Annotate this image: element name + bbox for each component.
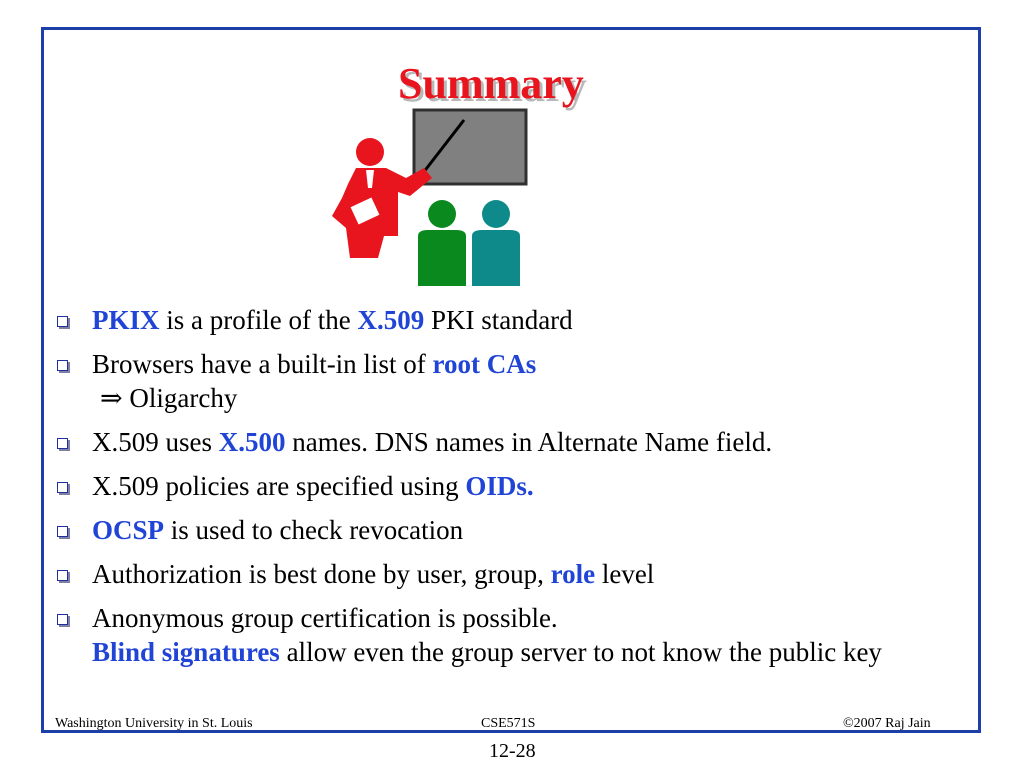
bullet-keyword: OCSP: [92, 515, 165, 545]
bullet-text: names. DNS names in Alternate Name field.: [285, 427, 773, 457]
footer-course: CSE571S: [481, 716, 536, 731]
checkbox-bullet-icon: [57, 526, 68, 537]
footer-institution: Washington University in St. Louis: [55, 716, 253, 731]
bullet-keyword: OIDs.: [465, 471, 534, 501]
bullet-item: [50, 469, 975, 503]
bullet-text: X.509 uses: [92, 427, 219, 457]
slide-title: Summary: [398, 59, 584, 108]
bullet-item: [50, 347, 975, 415]
checkbox-bullet-icon: [57, 438, 68, 449]
bullet-keyword: role: [550, 559, 596, 589]
page-number: 12-28: [489, 740, 536, 762]
bullet-item: [50, 557, 975, 591]
board-shape: [414, 110, 526, 184]
bullet-text: X.509 policies are specified using: [92, 471, 466, 501]
footer-copyright: ©2007 Raj Jain: [843, 716, 931, 731]
checkbox-bullet-icon: [57, 570, 68, 581]
listener-green-body: [418, 230, 466, 286]
bullet-text: Browsers have a built-in list of: [92, 349, 433, 379]
presenter-clipart: [328, 108, 528, 286]
bullet-subline: ⇒ Oligarchy: [100, 383, 238, 413]
bullet-keyword: Blind signatures: [92, 637, 280, 667]
bullet-text: level: [595, 559, 655, 589]
bullet-item: [50, 425, 975, 459]
bullet-item: [50, 303, 975, 337]
bullet-text: allow even the group server to not know the public key: [279, 637, 882, 667]
bullet-keyword: X.509: [357, 305, 425, 335]
presenter-body: [332, 168, 432, 258]
listener-teal-head: [482, 200, 510, 228]
bullet-text: is used to check revocation: [164, 515, 464, 545]
listener-green-head: [428, 200, 456, 228]
bullet-item: [50, 601, 975, 669]
bullet-text: PKI standard: [424, 305, 573, 335]
bullet-keyword: root CAs: [432, 349, 537, 379]
bullet-text: Authorization is best done by user, group,: [92, 559, 551, 589]
bullet-list: [50, 303, 975, 679]
checkbox-bullet-icon: [57, 482, 68, 493]
bullet-text: is a profile of the: [159, 305, 358, 335]
bullet-item: [50, 513, 975, 547]
presenter-head: [356, 138, 384, 166]
bullet-text: Anonymous group certification is possible.: [92, 603, 558, 633]
listener-teal-body: [472, 230, 520, 286]
checkbox-bullet-icon: [57, 316, 68, 327]
checkbox-bullet-icon: [57, 614, 68, 625]
bullet-keyword: X.500: [218, 427, 286, 457]
checkbox-bullet-icon: [57, 360, 68, 371]
bullet-keyword: PKIX: [92, 305, 160, 335]
